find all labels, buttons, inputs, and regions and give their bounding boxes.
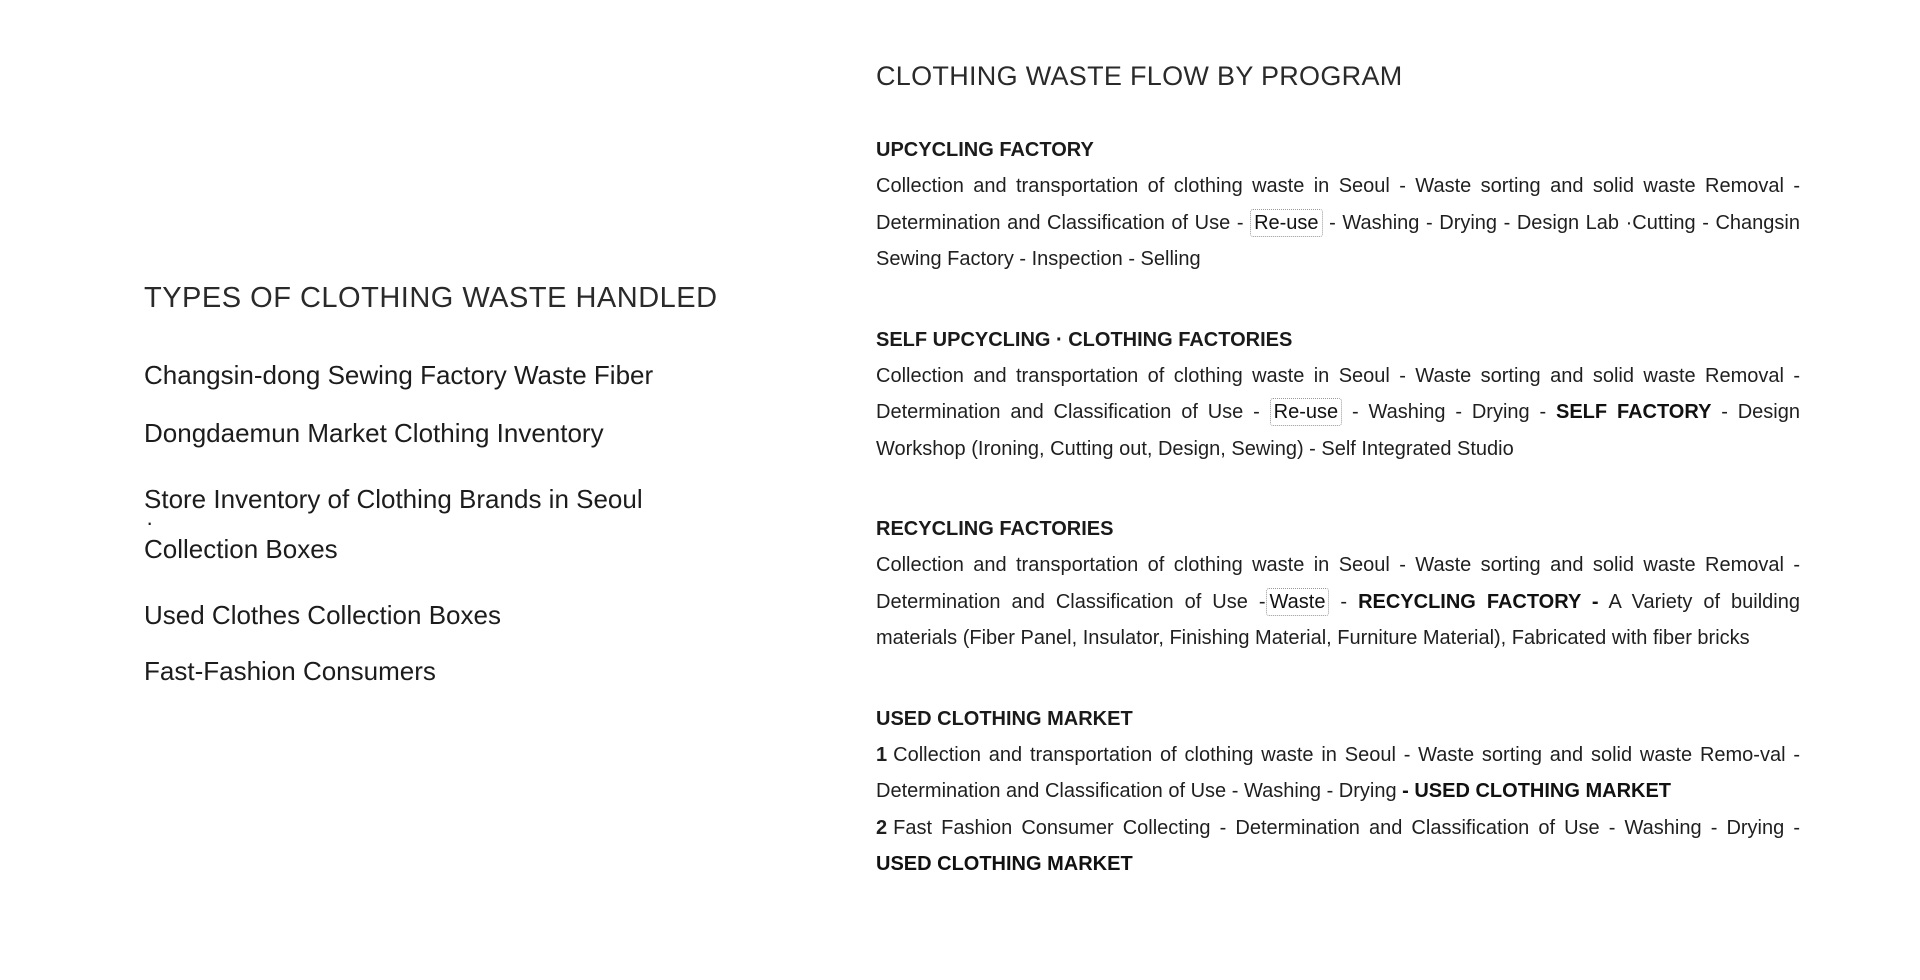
section-body [876,168,1800,278]
reuse-tag: Re-use [1270,398,1342,426]
flow-number: 1 [876,743,888,766]
section-body [876,547,1800,657]
waste-flow-panel [876,56,1800,927]
self-factory-label: SELF FACTORY [1556,401,1712,423]
separator-dot: · [146,510,154,535]
section-heading: USED CLOTHING MARKET [876,707,1133,730]
waste-type-item-line: Collection Boxes [144,534,338,564]
flow-text: - [1329,590,1359,613]
section-body [876,737,1800,883]
waste-types-title: TYPES OF CLOTHING WASTE HANDLED [144,282,718,314]
reuse-tag: Re-use [1250,209,1322,237]
waste-tag: Waste [1266,588,1330,616]
waste-type-item-line: Store Inventory of Clothing Brands in Seoul [144,484,643,514]
waste-type-item: Changsin-dong Sewing Factory Waste Fiber [144,360,654,390]
recycling-factory-label: RECYCLING FACTORY - [1358,590,1599,613]
waste-type-item: Fast-Fashion Consumers [144,656,436,686]
used-clothing-market-label: - USED CLOTHING MARKET [1402,780,1672,802]
flow-line [876,737,1800,810]
flow-number: 2 [876,816,888,839]
flow-text: Fast Fashion Consumer Collecting - Determination and Classification of Use - Washing - Drying - [893,816,1800,839]
flow-text: Collection and transportation of clothing waste in Seoul - Waste sorting and solid waste Removal - Determination and Classification of Use - [876,364,1800,423]
flow-text: - Washing - Drying - [1342,401,1556,423]
section-heading: UPCYCLING FACTORY [876,139,1094,161]
flow-text: - Design Workshop (Ironing, Cutting out, Design, Sewing) - Self Integrated Studio [876,401,1800,460]
flow-section-used-clothing [876,701,1800,883]
flow-line [876,810,1800,883]
flow-text: Collection and transportation of clothing waste in Seoul - Waste sorting and solid waste Removal - Determination and Classification of Use - [876,554,1800,613]
section-heading: RECYCLING FACTORIES [876,518,1114,540]
flow-text: Collection and transportation of clothing waste in Seoul - Waste sorting and solid waste Remo-val - Determination and Classification of Use - Washing - Drying [876,743,1800,802]
waste-type-item [144,482,744,566]
section-heading: SELF UPCYCLING · CLOTHING FACTORIES [876,328,1293,351]
waste-flow-title: CLOTHING WASTE FLOW BY PROGRAM [876,61,1403,91]
flow-text: - Washing - Drying - Design Lab ·Cutting - Changsin Sewing Factory - Inspection - Selling [876,211,1800,270]
waste-type-item: Used Clothes Collection Boxes [144,600,501,630]
waste-types-panel [144,278,744,688]
flow-section-self-upcycling [876,322,1800,468]
used-clothing-market-label: USED CLOTHING MARKET [876,853,1133,875]
waste-types-list [144,358,744,688]
waste-type-item: Dongdaemun Market Clothing Inventory [144,418,604,448]
flow-section-upcycling [876,132,1800,278]
flow-text: A Variety of building materials (Fiber Panel, Insulator, Finishing Material, Furniture Material), Fabricated with fiber bricks [876,590,1800,649]
flow-text: Collection and transportation of clothing waste in Seoul - Waste sorting and solid waste Removal - Determination and Classification of Use - [876,175,1800,234]
section-body [876,358,1800,468]
flow-section-recycling [876,511,1800,657]
